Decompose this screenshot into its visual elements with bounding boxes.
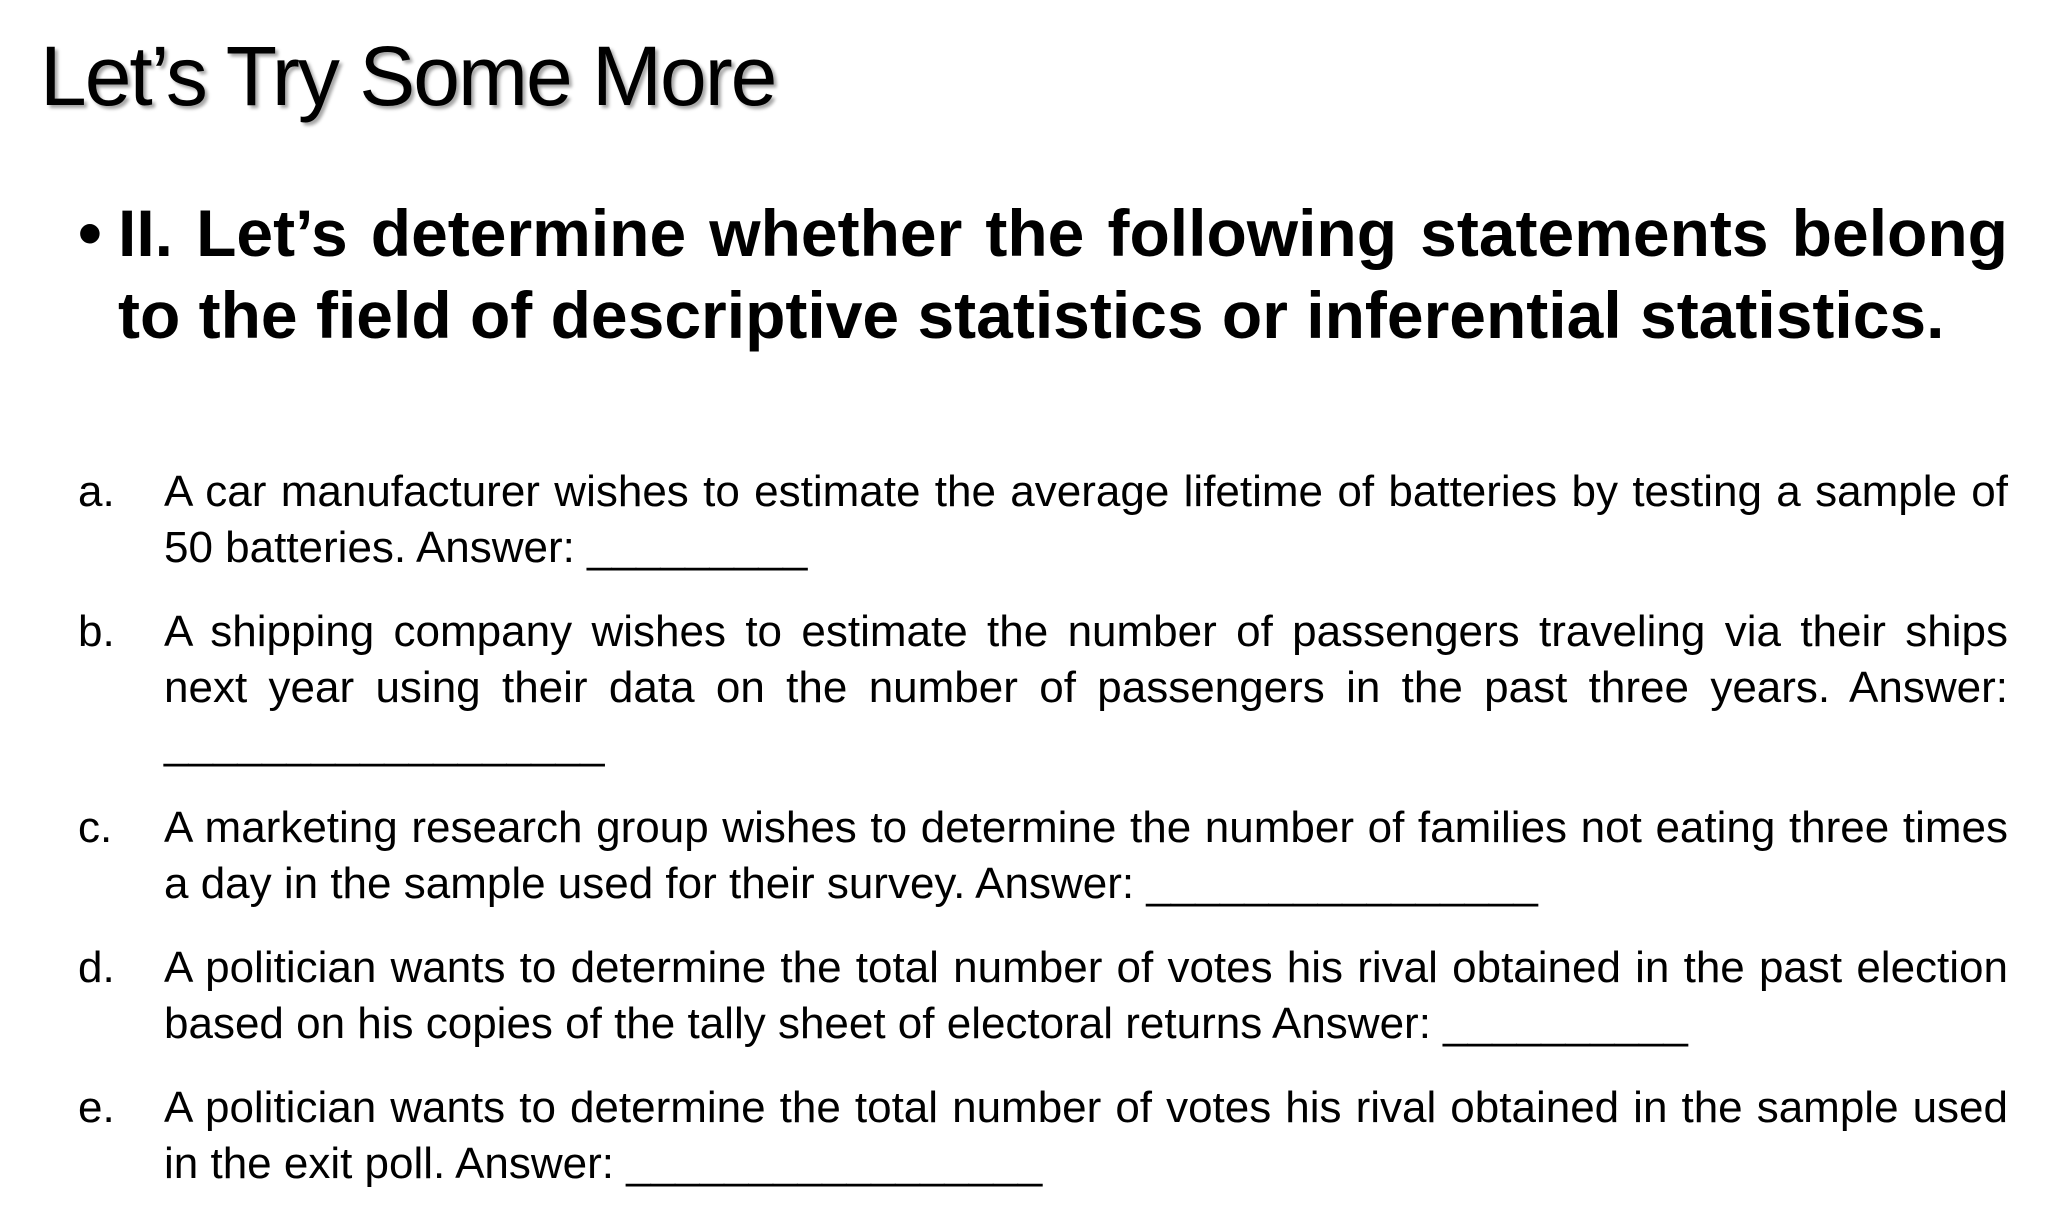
bullet-instruction: II. Let’s determine whether the following statements belong to the field of descriptive statistics or inferential statistics.	[118, 196, 2008, 352]
item-text: A marketing research group wishes to determine the number of families not eating three times a day in the sample used for their survey. Answer: ________________	[164, 803, 2008, 908]
list-item-a	[78, 464, 2008, 576]
statement-list	[78, 464, 2008, 1220]
item-text: A shipping company wishes to estimate the number of passengers traveling via their ships next year using their data on the number of passengers in the past three years. Answer: __________________	[164, 607, 2008, 768]
list-item-c	[78, 800, 2008, 912]
list-item-e	[78, 1080, 2008, 1192]
item-marker: c.	[78, 803, 113, 852]
item-marker: e.	[78, 1083, 115, 1132]
item-text: A car manufacturer wishes to estimate the average lifetime of batteries by testing a sample of 50 batteries. Answer: _________	[164, 467, 2008, 572]
item-text: A politician wants to determine the total number of votes his rival obtained in the sample used in the exit poll. Answer: _________________	[164, 1083, 2008, 1188]
bullet-dot-icon: •	[78, 195, 102, 271]
item-marker: d.	[78, 943, 115, 992]
item-marker: a.	[78, 467, 115, 516]
list-item-b	[78, 604, 2008, 772]
list-item-d	[78, 940, 2008, 1052]
main-bullet	[78, 192, 2008, 356]
slide-title: Let’s Try Some More	[40, 29, 776, 123]
item-text: A politician wants to determine the total number of votes his rival obtained in the past election based on his copies of the tally sheet of electoral returns Answer: __________	[164, 943, 2008, 1048]
item-marker: b.	[78, 607, 115, 656]
